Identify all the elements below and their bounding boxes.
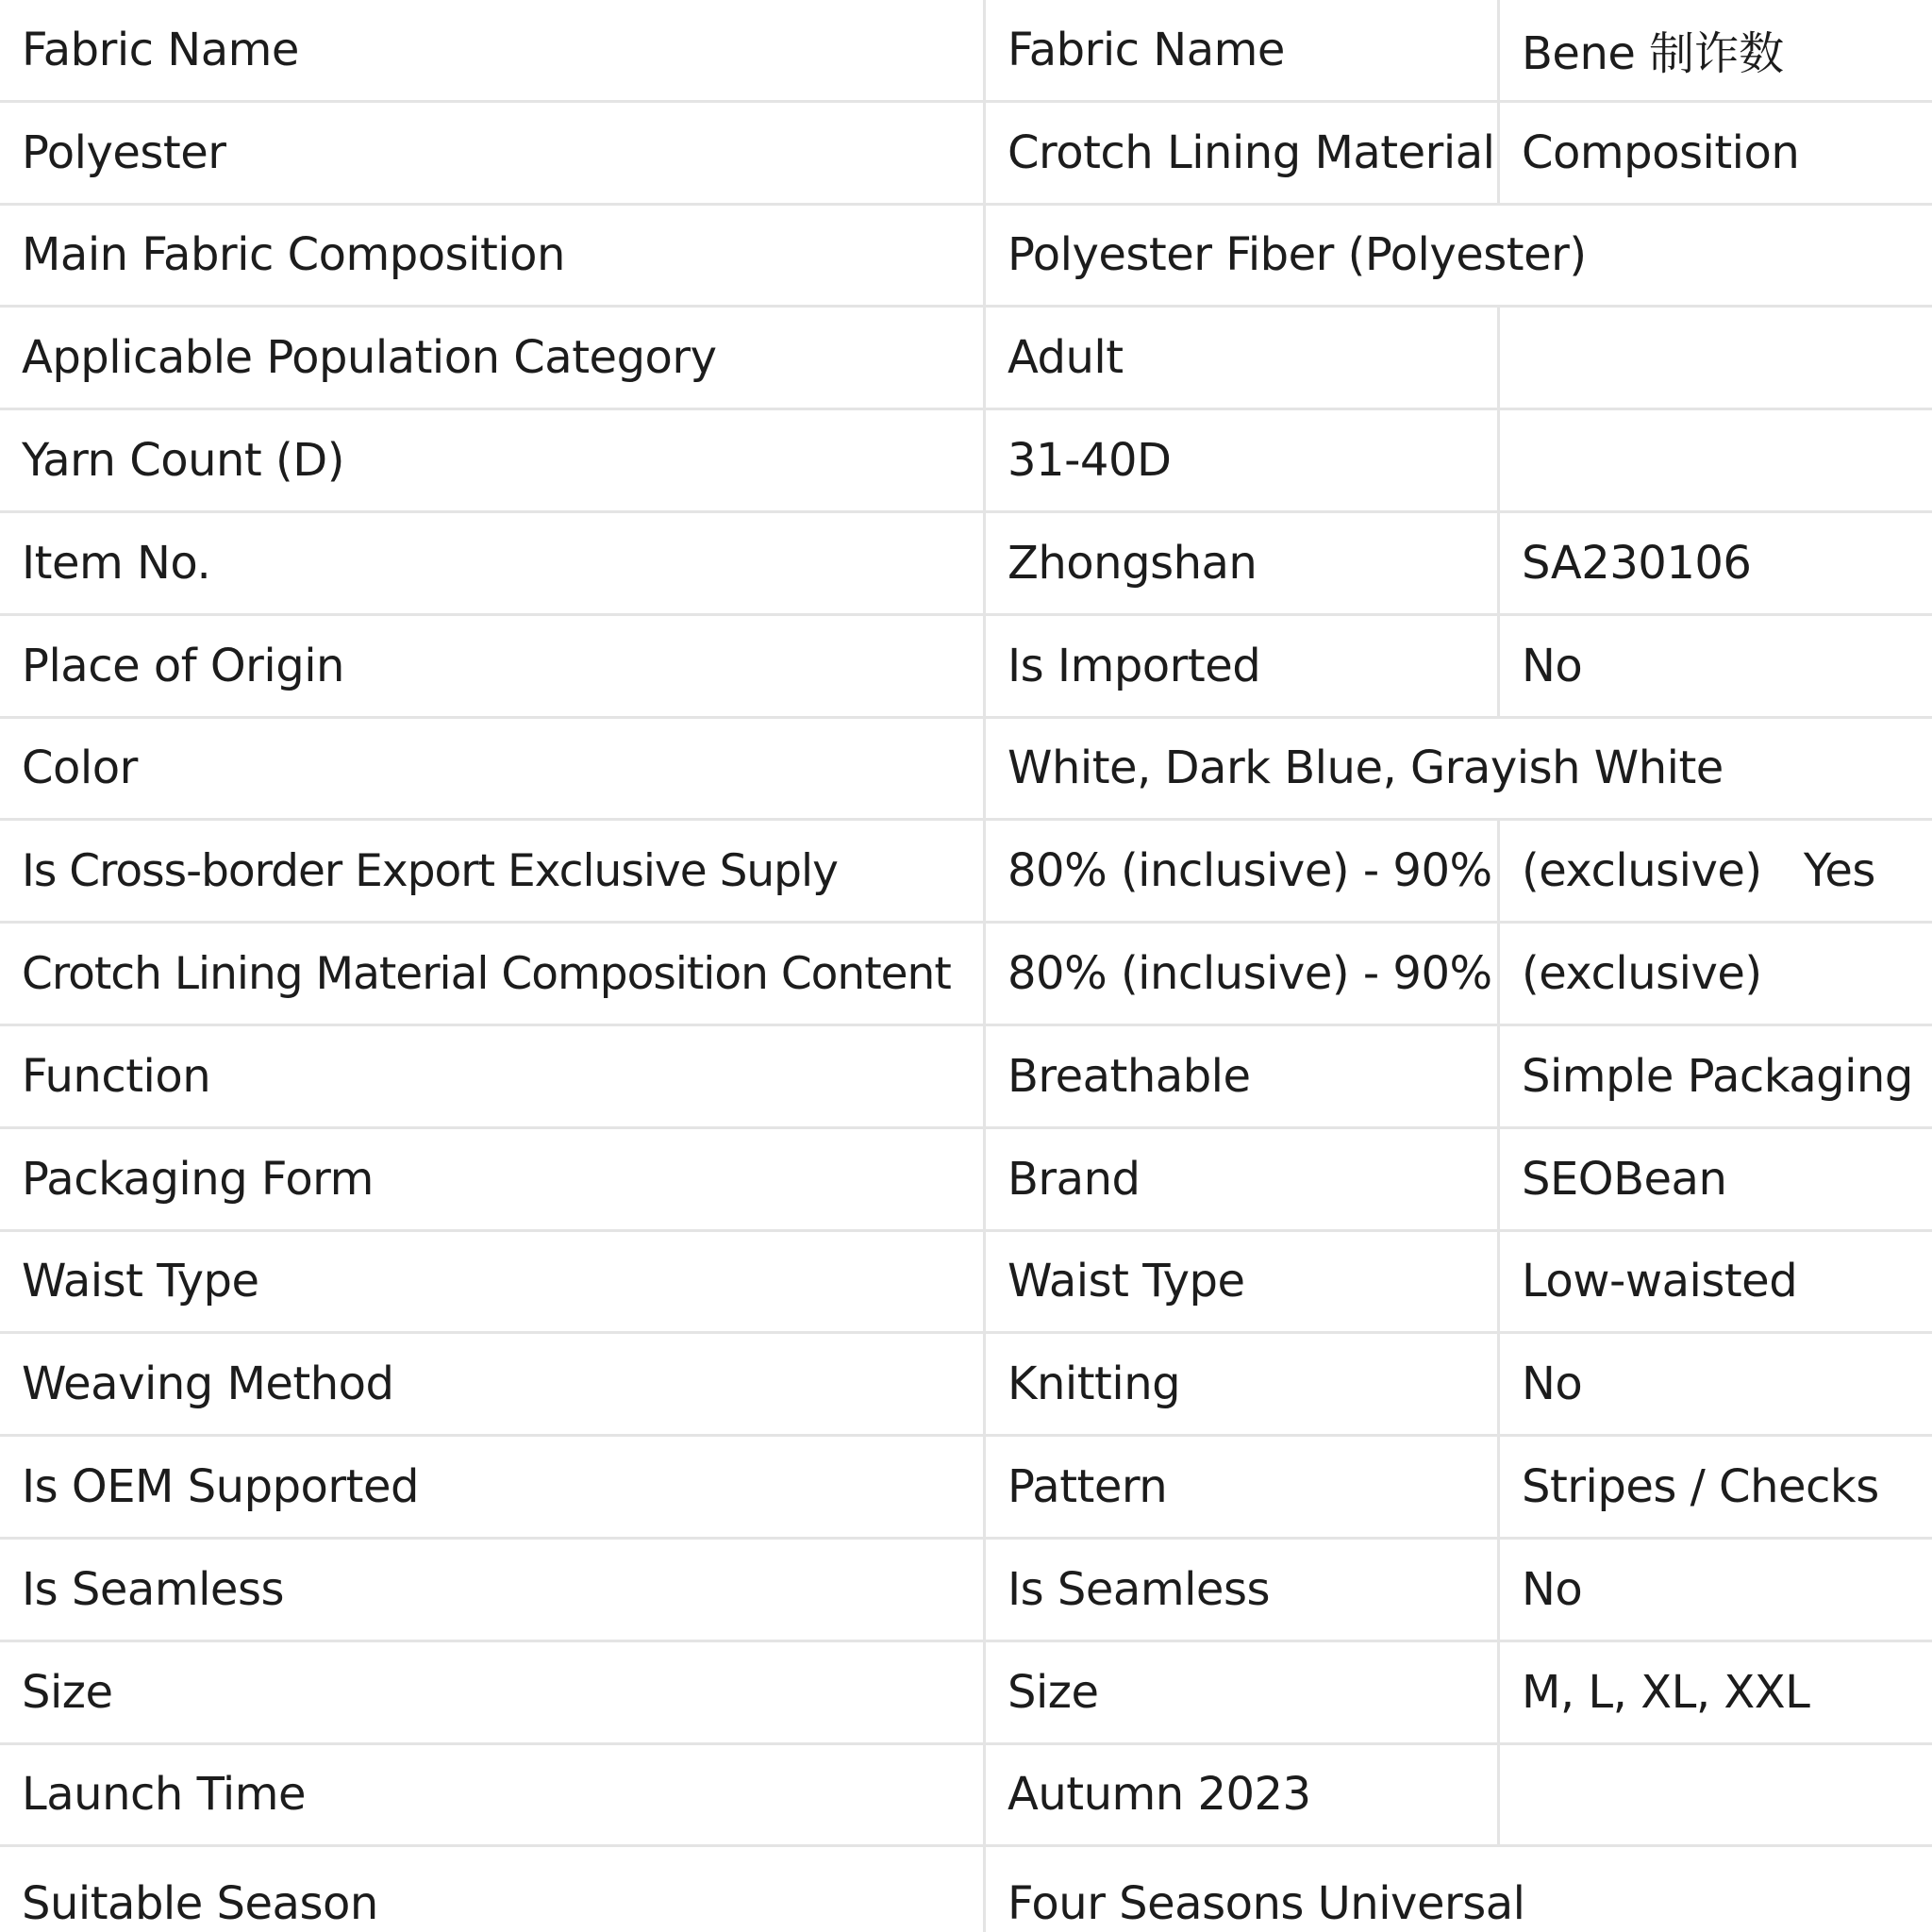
row-value-extra: Low-waisted [1522, 1255, 1798, 1308]
table-row [0, 0, 1932, 103]
table-row [0, 616, 1932, 719]
row-value: Brand [986, 1129, 1500, 1229]
row-label: Suitable Season [0, 1847, 986, 1932]
row-value: Breathable [986, 1026, 1500, 1126]
table-row [0, 924, 1932, 1026]
row-value-extra: Bene 制诈数 [1522, 27, 1784, 81]
row-value: Zhongshan [986, 513, 1500, 613]
row-label: Launch Time [0, 1745, 986, 1845]
row-value: 31-40D [986, 410, 1500, 510]
row-label: Crotch Lining Material Composition Content [0, 924, 986, 1024]
table-row [0, 206, 1932, 308]
row-value: White, Dark Blue, Grayish White [1008, 741, 1724, 795]
row-value-extra [1500, 410, 1932, 510]
table-row [0, 1642, 1932, 1745]
row-value: Is Imported [986, 616, 1500, 716]
table-row [0, 1847, 1932, 1932]
row-label: Polyester [0, 103, 986, 203]
row-value: Waist Type [986, 1232, 1500, 1332]
row-label: Size [0, 1642, 986, 1742]
row-label: Applicable Population Category [0, 308, 986, 408]
row-label: Place of Origin [0, 616, 986, 716]
row-value-extra [1500, 308, 1932, 408]
table-row [0, 1334, 1932, 1437]
table-row [0, 513, 1932, 616]
row-value: Size [986, 1642, 1500, 1742]
row-label: Color [0, 719, 986, 819]
row-label: Function [0, 1026, 986, 1126]
row-label: Is OEM Supported [0, 1437, 986, 1537]
row-label: Weaving Method [0, 1334, 986, 1434]
table-row [0, 821, 1932, 924]
row-label: Main Fabric Composition [0, 206, 986, 306]
row-label: Is Cross-border Export Exclusive Suply [0, 821, 986, 921]
row-value: 80% (inclusive) - 90% [986, 924, 1500, 1024]
row-value-extra: SA230106 [1522, 536, 1752, 590]
row-label: Is Seamless [0, 1540, 986, 1640]
row-value-extra [1500, 1745, 1932, 1845]
row-label: Fabric Name [0, 0, 986, 100]
row-value-extra: No [1522, 639, 1583, 692]
row-value: Fabric Name [986, 0, 1500, 100]
table-row [0, 410, 1932, 513]
row-value-extra: No [1522, 1562, 1583, 1616]
row-value-extra: (exclusive) Yes [1522, 844, 1875, 898]
table-row [0, 1437, 1932, 1540]
row-label: Yarn Count (D) [0, 410, 986, 510]
row-value: Adult [986, 308, 1500, 408]
row-value-extra: Simple Packaging [1522, 1049, 1913, 1103]
row-value: Four Seasons Universal [1008, 1876, 1525, 1930]
row-value-extra: (exclusive) [1522, 947, 1762, 1001]
table-row [0, 1745, 1932, 1848]
row-value: Polyester Fiber (Polyester) [1008, 228, 1587, 282]
row-label: Waist Type [0, 1232, 986, 1332]
table-row [0, 1026, 1932, 1129]
row-value: Autumn 2023 [986, 1745, 1500, 1845]
table-row [0, 103, 1932, 206]
table-row [0, 1540, 1932, 1642]
row-value-extra: M, L, XL, XXL [1522, 1665, 1810, 1719]
row-value-extra: No [1522, 1357, 1583, 1411]
row-value-extra: Composition [1522, 125, 1800, 179]
table-row [0, 1232, 1932, 1335]
row-value: Is Seamless [986, 1540, 1500, 1640]
row-value-extra: SEOBean [1522, 1152, 1727, 1206]
table-row [0, 308, 1932, 410]
table-row [0, 719, 1932, 822]
row-value: Crotch Lining Material [986, 103, 1500, 203]
row-label: Packaging Form [0, 1129, 986, 1229]
row-value: Knitting [986, 1334, 1500, 1434]
row-value: 80% (inclusive) - 90% [986, 821, 1500, 921]
row-value: Pattern [986, 1437, 1500, 1537]
row-label: Item No. [0, 513, 986, 613]
row-value-extra: Stripes / Checks [1522, 1460, 1879, 1514]
table-row [0, 1129, 1932, 1232]
